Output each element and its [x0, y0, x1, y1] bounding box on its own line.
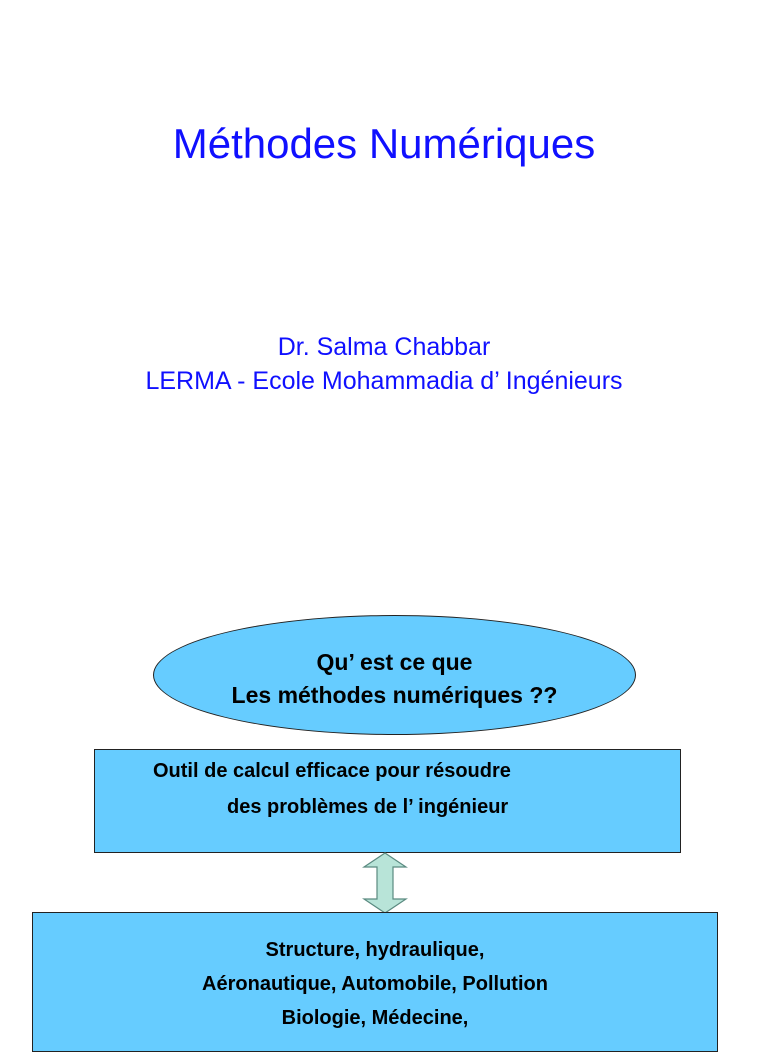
- definition-box: [94, 749, 681, 853]
- applications-line-1: Structure, hydraulique,: [265, 939, 485, 961]
- applications-box: [32, 912, 718, 1052]
- author-name: Dr. Salma Chabbar: [277, 333, 491, 361]
- definition-line-1: Outil de calcul efficace pour résoudre: [153, 760, 511, 782]
- question-text: [153, 646, 636, 712]
- applications-line-3: Biologie, Médecine,: [281, 1007, 469, 1029]
- applications-line-2: Aéronautique, Automobile, Pollution: [202, 973, 548, 995]
- question-line-2: Les méthodes numériques ??: [231, 682, 558, 708]
- question-line-1: Qu’ est ce que: [316, 649, 473, 675]
- slide-title: Méthodes Numériques: [172, 120, 596, 167]
- author-affiliation: LERMA - Ecole Mohammadia d’ Ingénieurs: [145, 367, 623, 395]
- author-block: [0, 330, 768, 398]
- definition-line-2: des problèmes de l’ ingénieur: [227, 796, 509, 818]
- double-arrow-icon: [362, 852, 408, 914]
